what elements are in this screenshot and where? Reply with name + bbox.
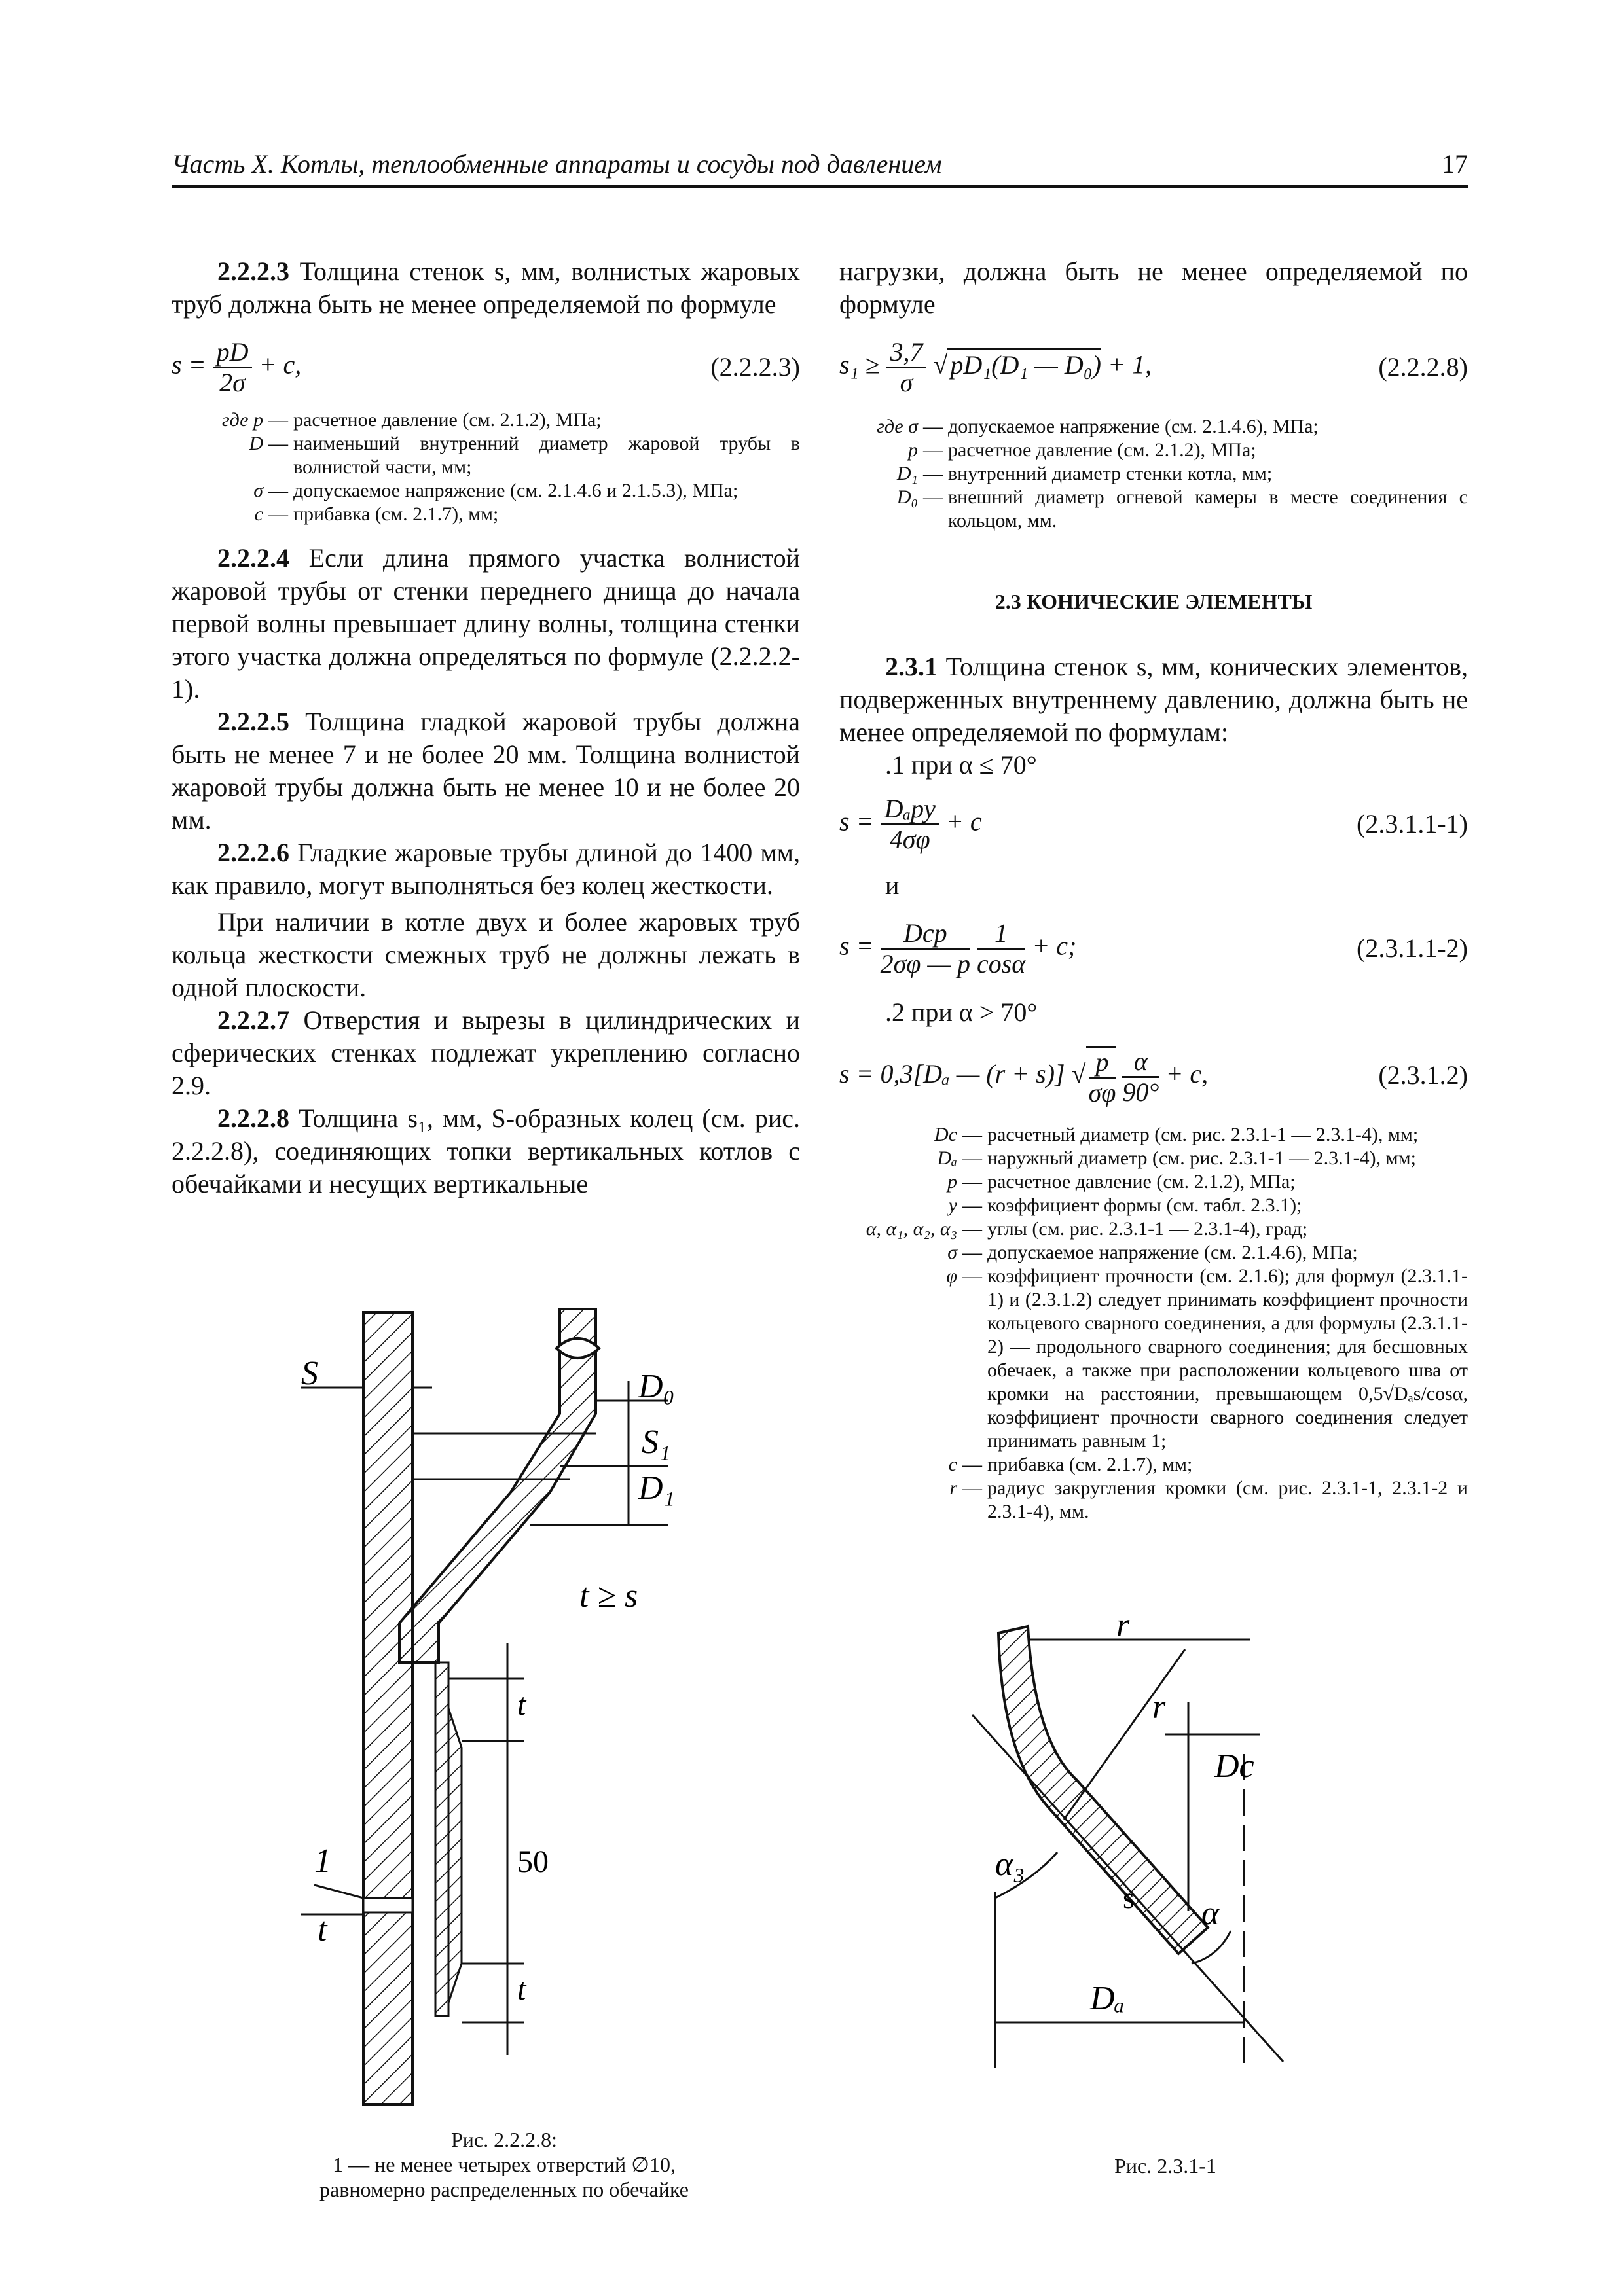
- definition-symbol: D₀: [896, 486, 918, 508]
- formula-2-3-1-1-1: [839, 789, 1468, 861]
- definition-item: Dc — расчетный диаметр (см. рис. 2.3.1-1 — 2.3.1-4), мм;: [839, 1123, 1468, 1147]
- clause-number: 2.3.1: [885, 652, 938, 681]
- formula-lhs: s =: [839, 806, 874, 836]
- definition-item: y — коэффициент формы (см. табл. 2.3.1);: [839, 1194, 1468, 1217]
- left-column: [172, 255, 800, 1200]
- formula-tail: + 1,: [1107, 350, 1152, 380]
- paragraph-2-3-1: [839, 651, 1468, 749]
- definition-text: наименьший внутренний диаметр жаровой трубы в волнистой части, мм;: [293, 433, 800, 478]
- definition-text: коэффициент формы (см. табл. 2.3.1);: [987, 1194, 1302, 1216]
- definition-text: внутренний диаметр стенки котла, мм;: [948, 463, 1273, 484]
- definition-item: α, α₁, α₂, α₃ — углы (см. рис. 2.3.1-1 — 2.3.1-4), град;: [839, 1217, 1468, 1241]
- definitions-list-3: [839, 1123, 1468, 1524]
- conjunction-and: и: [885, 870, 900, 900]
- figure-caption-2-2-2-8: [275, 2127, 733, 2202]
- case-2: .2 при α > 70°: [885, 997, 1038, 1027]
- paragraph-text: Толщина гладкой жаровой трубы должна быть не менее 7 и не более 20 мм. Толщина волнистой жаровой трубы должна быть не менее 10 и не более 20 мм.: [172, 707, 800, 834]
- definition-item: p — расчетное давление (см. 2.1.2), МПа;: [839, 439, 1468, 462]
- definition-text: расчетный диаметр (см. рис. 2.3.1-1 — 2.3.1-4), мм;: [987, 1124, 1419, 1145]
- paragraph-2-2-2-7: [172, 1004, 800, 1102]
- caption-title: Рис. 2.2.2.8:: [450, 2128, 557, 2151]
- definition-symbol: φ: [946, 1265, 957, 1287]
- label-r-top: r: [1116, 1617, 1130, 1644]
- formula-denominator: σ: [900, 368, 913, 397]
- definition-symbol: Dc: [934, 1124, 957, 1145]
- s-ring: [399, 1309, 596, 1662]
- paragraph-2-2-2-5: [172, 706, 800, 836]
- formula-denominator: cosα: [976, 949, 1026, 978]
- definition-item: r — радиус закругления кромки (см. рис. 2.3.1-1, 2.3.1-2 и 2.3.1-4), мм.: [839, 1477, 1468, 1524]
- formula-2-2-2-8: s₁ ≥ $\frac{3,7}{\sigma}$ √ pD₁(D₁ — D₀) + 1, (2.2.2.8): [839, 337, 1468, 397]
- definitions-list-1: [172, 408, 800, 526]
- caption-line: 1 — не менее четырех отверстий ∅10,: [333, 2153, 676, 2176]
- ring-piece: [435, 1662, 448, 2016]
- formula-2-3-1-2: s = 0,3[Dₐ — (r + s)] √ $\frac{p}{\sigma\varphi}$ $\frac{\alpha}{90^\circ}$ + c, (2.3.1.2): [839, 1046, 1468, 1107]
- clause-number: 2.2.2.7: [217, 1005, 289, 1035]
- label-alpha3: α₃: [995, 1846, 1025, 1883]
- definition-symbol: p: [908, 439, 918, 461]
- formula-denominator: σφ: [1088, 1078, 1116, 1107]
- paragraph-text: Гладкие жаровые трубы длиной до 1400 мм, как правило, могут выполняться без колец жесткости.: [172, 838, 800, 900]
- formula-fraction: [881, 795, 939, 854]
- formula-number: (2.2.2.3): [710, 352, 800, 382]
- definition-text: допускаемое напряжение (см. 2.1.4.6 и 2.1.5.3), МПа;: [293, 480, 739, 501]
- definition-text: допускаемое напряжение (см. 2.1.4.6), МПа;: [987, 1242, 1358, 1263]
- formula-denominator: 4σφ: [889, 825, 930, 854]
- formula-fraction: [1122, 1047, 1159, 1107]
- figure-2-3-1-1: [956, 1617, 1375, 2075]
- paragraph-2-2-2-8: [172, 1102, 800, 1200]
- definition-item: D — наименьший внутренний диаметр жаровой трубы в волнистой части, мм;: [172, 432, 800, 479]
- definition-symbol: p: [947, 1171, 957, 1193]
- label-1: 1: [314, 1842, 331, 1880]
- formula-number: (2.3.1.1-2): [1357, 933, 1468, 963]
- label-t-top: t: [517, 1687, 526, 1722]
- cone-wall: [998, 1626, 1208, 1954]
- definition-item: p — расчетное давление (см. 2.1.2), МПа;: [839, 1170, 1468, 1194]
- definition-symbol: y: [948, 1194, 957, 1216]
- definition-symbol: D: [249, 433, 263, 454]
- clause-number: 2.2.2.8: [217, 1103, 289, 1133]
- paragraph-continuation: нагрузки, должна быть не менее определяемой по формуле: [839, 257, 1468, 319]
- definition-text: внешний диаметр огневой камеры в месте соединения с кольцом, мм.: [948, 486, 1468, 531]
- clause-number: 2.2.2.6: [217, 838, 289, 867]
- page-number: 17: [1442, 149, 1468, 179]
- definition-item: φ — коэффициент прочности (см. 2.1.6); для формул (2.3.1.1-1) и (2.3.1.2) следует принимать коэффициент прочности кольцевого сварного соединения, а для формулы (2.3.1.1-2) — продольного сварного соединения; для бесшовных обечаек, а также при расположении кольцевого шва от кромки на расстоянии, превышающем 0,5√Dₐs/cosα, коэффициент прочности сварного соединения следует принимать равным 1;: [839, 1265, 1468, 1453]
- formula-numerator: pD: [213, 338, 253, 368]
- label-s: s: [1123, 1881, 1135, 1914]
- formula-fraction: [886, 338, 926, 397]
- formula-number: (2.2.2.8): [1378, 352, 1468, 382]
- definition-symbol: D₁: [896, 463, 918, 484]
- definition-text: коэффициент прочности (см. 2.1.6); для формул (2.3.1.1-1) и (2.3.1.2) следует принимать коэффициент прочности кольцевого сварного соединения, а для формулы (2.3.1.1-2) — продольного сварного соединения; для бесшовных обечаек, а также при расположении кольцевого шва от кромки на расстоянии, превышающем 0,5√Dₐs/cosα, коэффициент прочности сварного соединения следует принимать равным 1;: [987, 1265, 1468, 1452]
- label-s: S: [301, 1355, 318, 1392]
- paragraph-text: Отверстия и вырезы в цилиндрических и сферических стенках подлежат укреплению согласно 2.9.: [172, 1005, 800, 1100]
- definition-text: наружный диаметр (см. рис. 2.3.1-1 — 2.3.1-4), мм;: [987, 1147, 1416, 1169]
- definition-text: прибавка (см. 2.1.7), мм;: [987, 1454, 1193, 1475]
- definition-symbol: Dₐ: [937, 1147, 957, 1169]
- paragraph-rings: При наличии в котле двух и более жаровых труб кольца жесткости смежных труб не должны лежать в одной плоскости.: [172, 907, 800, 1002]
- label-r-diag: r: [1152, 1689, 1166, 1726]
- definition-text: расчетное давление (см. 2.1.2), МПа;: [948, 439, 1256, 461]
- definition-item: Dₐ — наружный диаметр (см. рис. 2.3.1-1 — 2.3.1-4), мм;: [839, 1147, 1468, 1170]
- caption-line: равномерно распределенных по обечайке: [319, 2178, 689, 2201]
- section-title: 2.3 КОНИЧЕСКИЕ ЭЛЕМЕНТЫ: [994, 590, 1313, 613]
- formula-lhs: s₁ ≥: [839, 350, 880, 380]
- paragraph-text: Толщина стенок s, мм, волнистых жаровых труб должна быть не менее определяемой по формуле: [172, 257, 800, 319]
- definition-item: c — прибавка (см. 2.1.7), мм;: [172, 503, 800, 526]
- paragraph-2-2-2-6: [172, 836, 800, 902]
- running-header: [172, 145, 1468, 188]
- formula-denominator: 90°: [1122, 1077, 1159, 1107]
- paragraph-text: Толщина стенок s, мм, конических элементов, подверженных внутреннему давлению, должна быть не менее определяемой по формулам:: [839, 652, 1468, 747]
- formula-fraction-2: [977, 919, 1025, 978]
- definition-text: прибавка (см. 2.1.7), мм;: [293, 503, 499, 525]
- label-t-ge-s: t ≥ s: [579, 1577, 638, 1615]
- formula-lhs: s =: [172, 350, 206, 380]
- label-D0: D₀: [638, 1368, 675, 1405]
- definition-text: расчетное давление (см. 2.1.2), МПа;: [987, 1171, 1296, 1193]
- clause-number: 2.2.2.4: [217, 543, 289, 573]
- paragraph-text: Толщина s₁, мм, S-образных колец (см. рис. 2.2.2.8), соединяющих топки вертикальных котлов с обечайками и несущих вертикальные: [172, 1103, 800, 1198]
- figure-caption-2-3-1-1: Рис. 2.3.1-1: [1114, 2154, 1216, 2178]
- figure-2-2-2-8: [275, 1302, 733, 2121]
- label-S1: S₁: [642, 1424, 671, 1461]
- formula-root: pD₁(D₁ — D₀): [947, 348, 1101, 380]
- formula-number: (2.3.1.2): [1378, 1060, 1468, 1090]
- ring-bevel: [448, 1708, 462, 2003]
- formula-body: s = 0,3[Dₐ — (r + s)]: [839, 1059, 1065, 1089]
- definition-item: c — прибавка (см. 2.1.7), мм;: [839, 1453, 1468, 1477]
- definition-symbol: c: [948, 1454, 957, 1475]
- definition-item: D₀ — внешний диаметр огневой камеры в месте соединения с кольцом, мм.: [839, 486, 1468, 533]
- formula-tail: + c,: [1165, 1059, 1209, 1089]
- formula-numerator: α: [1122, 1047, 1159, 1078]
- formula-tail: + c: [945, 806, 982, 836]
- definition-text: углы (см. рис. 2.3.1-1 — 2.3.1-4), град;: [987, 1218, 1308, 1240]
- formula-numerator: 1: [977, 919, 1025, 950]
- formula-denominator: 2σ: [219, 368, 246, 397]
- definition-symbol: где p: [221, 409, 263, 431]
- definition-text: расчетное давление (см. 2.1.2), МПа;: [293, 409, 602, 431]
- formula-numerator: Dcp: [881, 919, 970, 950]
- formula-denominator: 2σφ — p: [880, 949, 970, 978]
- formula-lhs: s =: [839, 931, 874, 961]
- formula-tail: + c;: [1032, 931, 1077, 961]
- header-title: Часть X. Котлы, теплообменные аппараты и сосуды под давлением: [172, 149, 942, 179]
- definition-item: σ — допускаемое напряжение (см. 2.1.4.6 и 2.1.5.3), МПа;: [172, 479, 800, 503]
- label-50: 50: [517, 1844, 549, 1879]
- paragraph-2-2-2-3: [172, 255, 800, 321]
- label-t-bottom: t: [517, 1972, 526, 2007]
- label-D1: D₁: [638, 1469, 675, 1507]
- label-t: t: [318, 1911, 327, 1948]
- definition-item: σ — допускаемое напряжение (см. 2.1.4.6), МПа;: [839, 1241, 1468, 1265]
- formula-numerator: Dₐpy: [881, 795, 939, 825]
- formula-tail: + c,: [259, 350, 302, 380]
- clause-number: 2.2.2.3: [217, 257, 289, 286]
- formula-numerator: 3,7: [886, 338, 926, 368]
- formula-2-2-2-3: [172, 329, 800, 401]
- formula-fraction: [881, 919, 970, 978]
- label-Da: Dₐ: [1090, 1980, 1125, 2017]
- formula-2-3-1-1-2: [839, 910, 1468, 988]
- definition-symbol: c: [254, 503, 263, 525]
- formula-numerator: p: [1089, 1048, 1116, 1079]
- definition-symbol: σ: [947, 1242, 957, 1263]
- paragraph-text: Если длина прямого участка волнистой жаровой трубы от стенки переднего днища до начала первой волны превышает длину волны, толщина стенки этого участка должна определяться по формуле (2.2.2.2-1).: [172, 543, 800, 704]
- hole: [363, 1898, 412, 1912]
- formula-number: (2.3.1.1-1): [1357, 809, 1468, 838]
- formula-fraction: [213, 338, 253, 397]
- label-Dc: Dc: [1214, 1748, 1254, 1785]
- clause-number: 2.2.2.5: [217, 707, 289, 736]
- definitions-list-2: [839, 415, 1468, 533]
- case-1: .1 при α ≤ 70°: [885, 750, 1037, 780]
- shell-wall: [363, 1312, 412, 2104]
- definition-item: где p — расчетное давление (см. 2.1.2), МПа;: [172, 408, 800, 432]
- definition-text: радиус закругления кромки (см. рис. 2.3.1-1, 2.3.1-2 и 2.3.1-4), мм.: [987, 1477, 1468, 1522]
- definition-symbol: r: [949, 1477, 957, 1499]
- definition-symbol: σ: [253, 480, 263, 501]
- definition-symbol: α, α₁, α₂, α₃: [866, 1218, 957, 1240]
- paragraph-2-2-2-4: [172, 542, 800, 706]
- formula-root-fraction: [1086, 1046, 1116, 1107]
- definition-item: D₁ — внутренний диаметр стенки котла, мм;: [839, 462, 1468, 486]
- label-alpha: α: [1201, 1895, 1220, 1932]
- right-column: [839, 255, 1468, 1534]
- definition-symbol: где σ: [877, 416, 918, 437]
- definition-item: где σ — допускаемое напряжение (см. 2.1.4.6), МПа;: [839, 415, 1468, 439]
- definition-text: допускаемое напряжение (см. 2.1.4.6), МПа;: [948, 416, 1319, 437]
